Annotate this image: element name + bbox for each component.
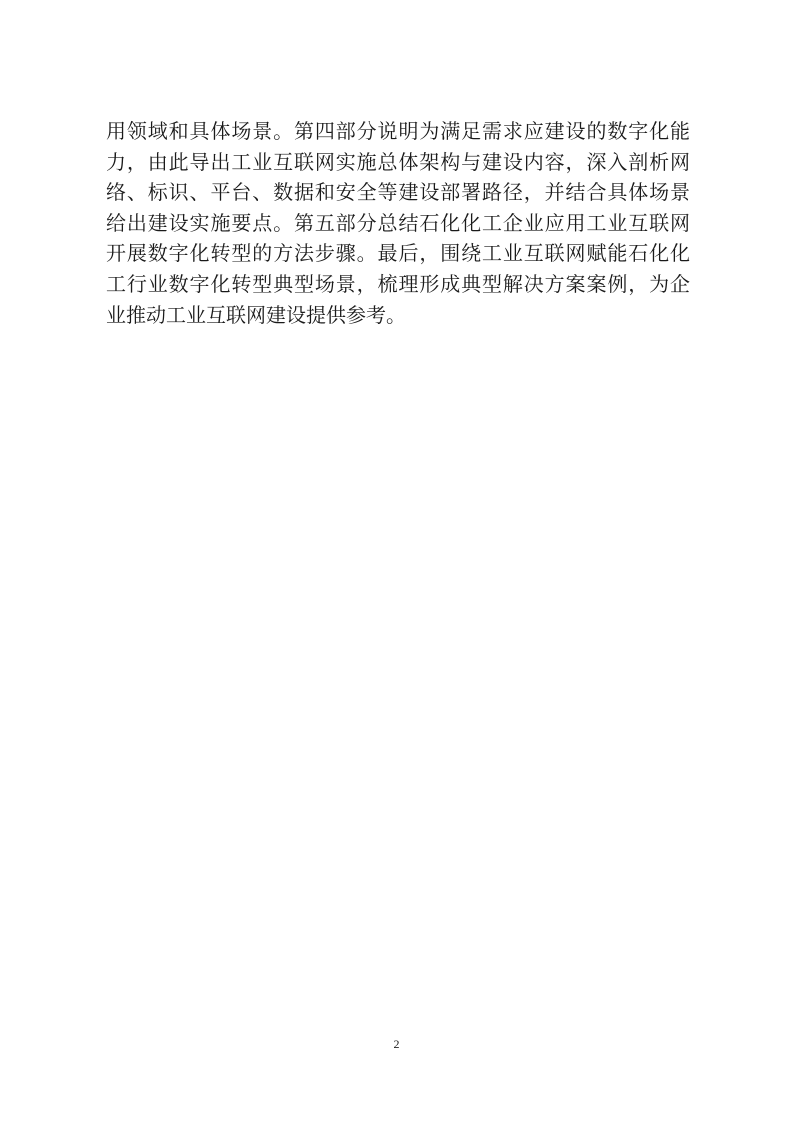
paragraph-line: 业推动工业互联网建设提供参考。 xyxy=(106,302,406,327)
paragraph-line: 力，由此导出工业互联网实施总体架构与建设内容，深入剖析网 xyxy=(106,149,690,174)
paragraph-line: 给出建设实施要点。第五部分总结石化化工企业应用工业互联网 xyxy=(106,210,690,235)
paragraph-line: 络、标识、平台、数据和安全等建设部署路径，并结合具体场景 xyxy=(106,180,690,205)
paragraph-line: 工行业数字化转型典型场景，梳理形成典型解决方案案例，为企 xyxy=(106,271,690,296)
page-number: 2 xyxy=(393,1037,400,1051)
paragraph-line: 开展数字化转型的方法步骤。最后，围绕工业互联网赋能石化化 xyxy=(106,241,690,266)
paragraph-line: 用领域和具体场景。第四部分说明为满足需求应建设的数字化能 xyxy=(106,119,690,143)
body-paragraph xyxy=(106,119,690,333)
